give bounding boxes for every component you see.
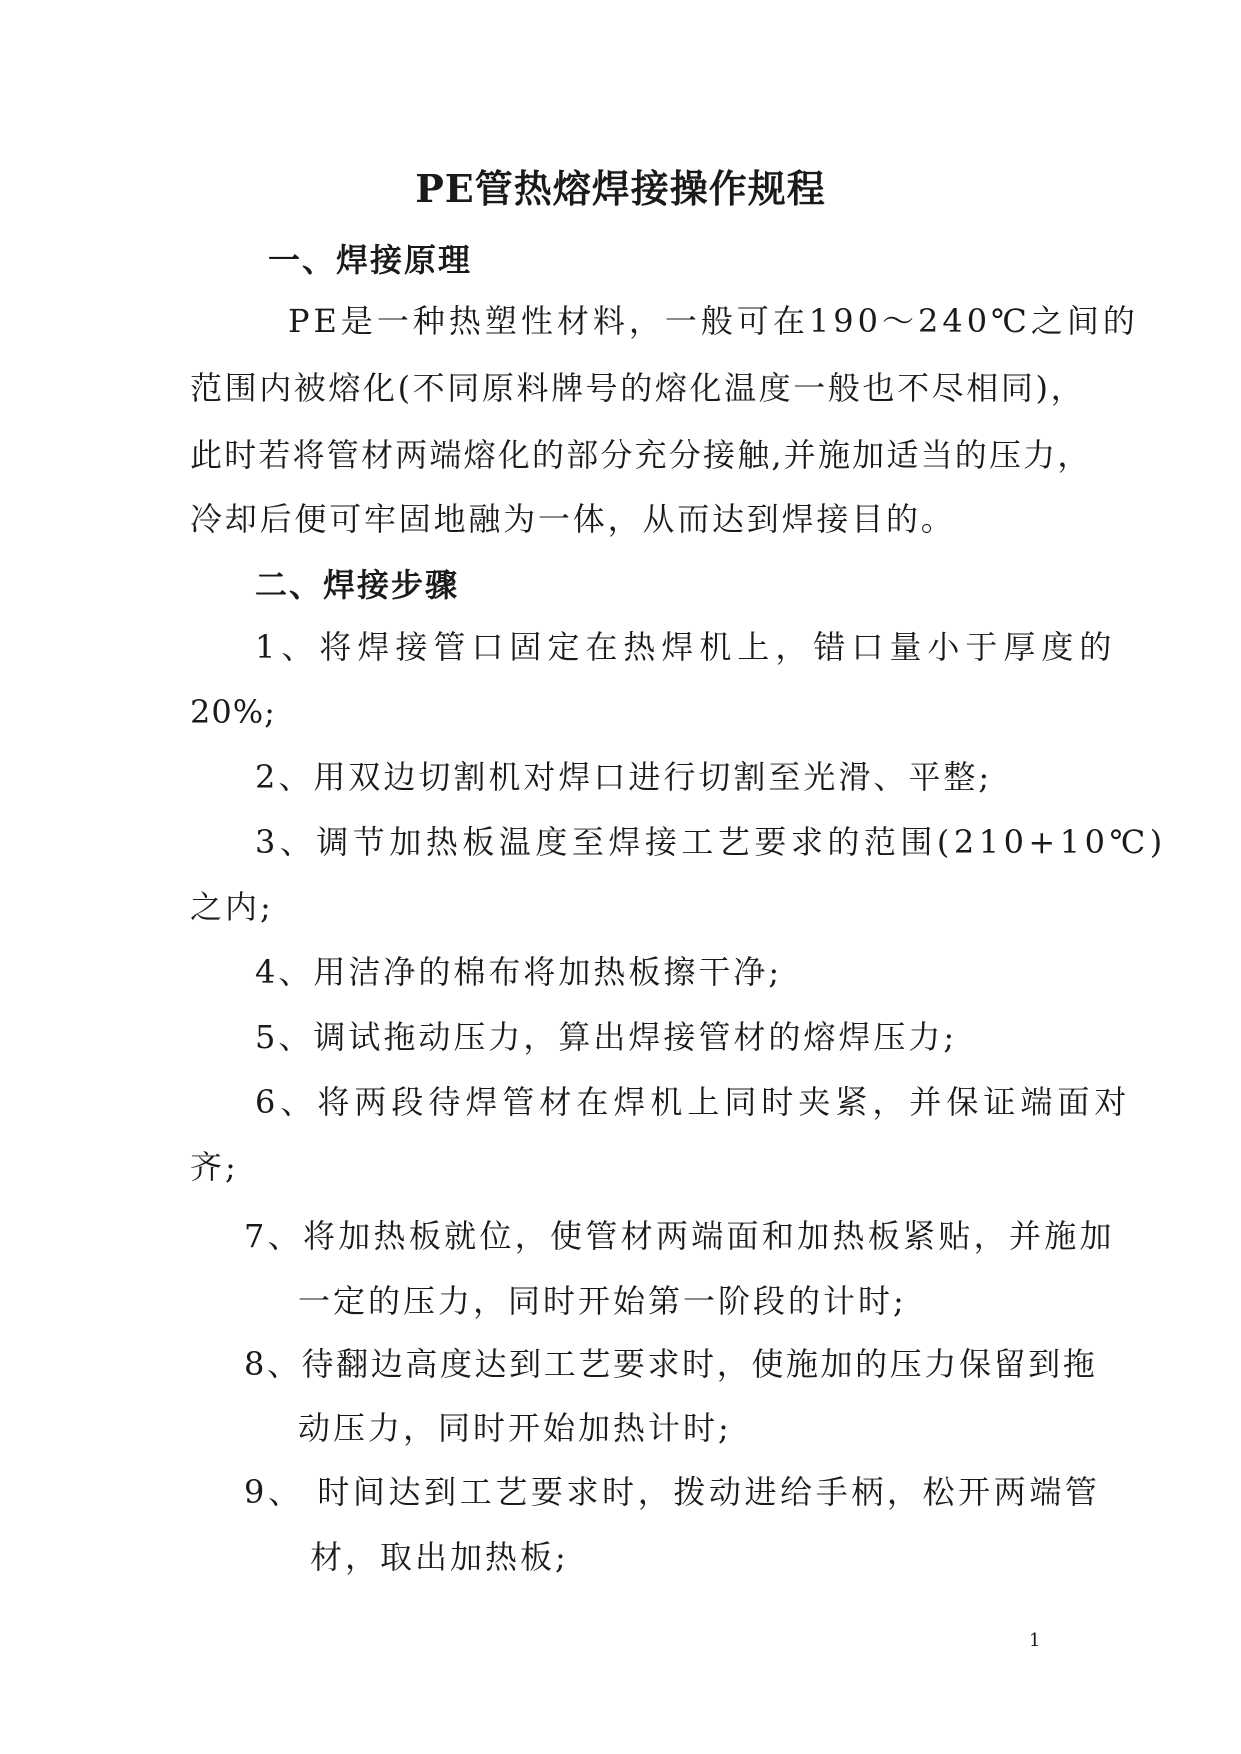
page-number: 1 [1029,1630,1041,1651]
step-1-line: 1、将焊接管口固定在热焊机上，错口量小于厚度的 [255,628,1118,666]
step-5-line: 5、调试拖动压力，算出焊接管材的熔焊压力; [255,1018,958,1056]
paragraph-line: 范围内被熔化(不同原料牌号的熔化温度一般也不尽相同)， [190,369,1086,407]
step-4-line: 4、用洁净的棉布将加热板擦干净; [255,953,783,991]
step-6-line: 6、将两段待焊管材在焊机上同时夹紧，并保证端面对 [255,1083,1132,1121]
step-2-line: 2、用双边切割机对焊口进行切割至光滑、平整; [255,758,993,796]
document-title: PE管热熔焊接操作规程 [415,166,826,211]
step-9-line: 9、 时间达到工艺要求时，拨动进给手柄，松开两端管 [244,1473,1101,1511]
paragraph-line: 冷却后便可牢固地融为一体，从而达到焊接目的。 [190,500,956,538]
step-3-continuation: 之内; [190,888,274,926]
section-heading-principle: 一、焊接原理 [268,241,473,279]
step-9-continuation: 材，取出加热板; [310,1538,569,1576]
paragraph-line: PE是一种热塑性材料，一般可在190～240℃之间的 [288,302,1139,340]
step-7-line: 7、将加热板就位，使管材两端面和加热板紧贴，并施加 [244,1217,1115,1255]
section-heading-steps: 二、焊接步骤 [255,566,460,604]
step-3-line: 3、调节加热板温度至焊接工艺要求的范围(210+10℃) [255,823,1167,861]
step-6-continuation: 齐; [190,1148,239,1186]
step-7-continuation: 一定的压力，同时开始第一阶段的计时; [298,1282,907,1320]
step-8-continuation: 动压力，同时开始加热计时; [298,1409,732,1447]
paragraph-line: 此时若将管材两端熔化的部分充分接触,并施加适当的压力， [190,436,1092,474]
step-1-continuation: 20%; [190,693,276,731]
step-8-line: 8、待翻边高度达到工艺要求时，使施加的压力保留到拖 [244,1345,1098,1383]
